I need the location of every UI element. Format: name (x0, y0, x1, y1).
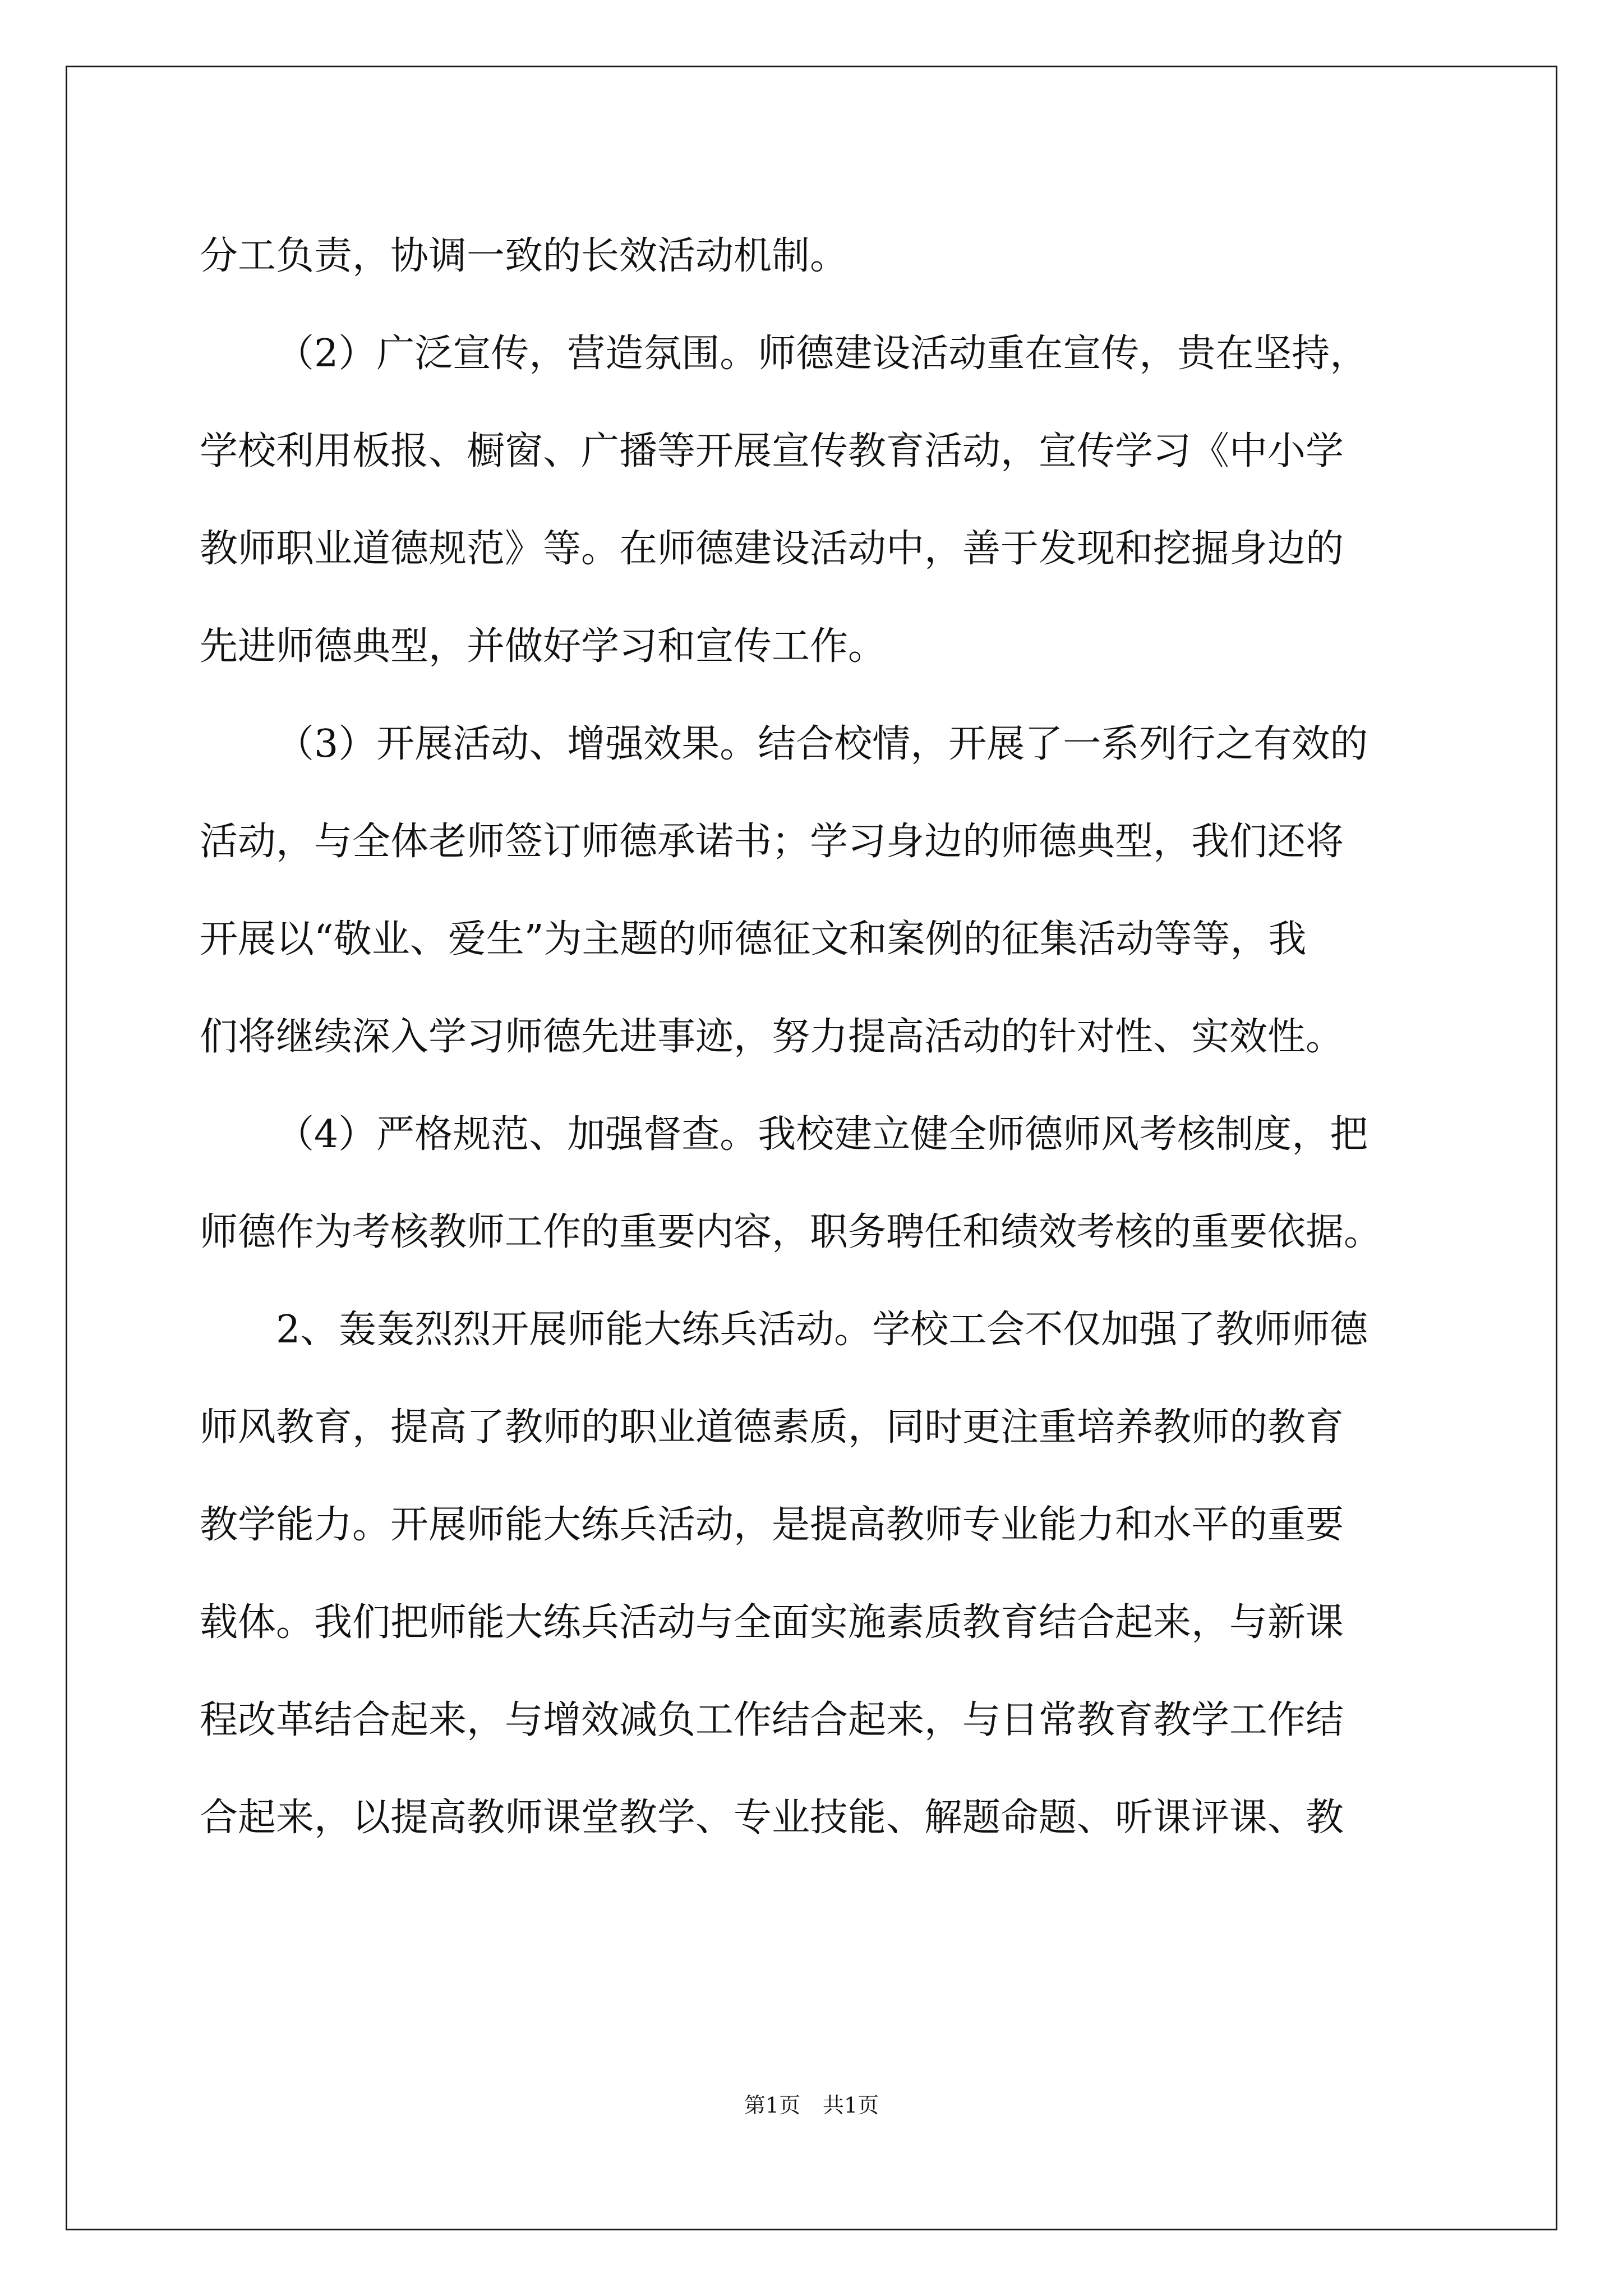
text-line: 师风教育，提高了教师的职业道德素质，同时更注重培养教师的教育 (200, 1405, 1344, 1450)
text-line: （2）广泛宣传，营造氛围。师德建设活动重在宣传，贵在坚持， (276, 332, 1368, 376)
text-line: 分工负责，协调一致的长效活动机制。 (200, 234, 849, 278)
text-line: 教学能力。开展师能大练兵活动，是提高教师专业能力和水平的重要 (200, 1503, 1344, 1547)
text-line: 教师职业道德规范》等。在师德建设活动中，善于发现和挖掘身边的 (200, 527, 1344, 571)
text-line: 师德作为考核教师工作的重要内容，职务聘任和绩效考核的重要依据。 (200, 1210, 1382, 1254)
text-line: 程改革结合起来，与增效减负工作结合起来，与日常教育教学工作结 (200, 1698, 1344, 1742)
text-line: 活动，与全体老师签订师德承诺书；学习身边的师德典型，我们还将 (200, 820, 1344, 864)
page-total: 共1页 (823, 2093, 879, 2118)
document-body (200, 208, 1433, 1867)
text-line: （4）严格规范、加强督查。我校建立健全师德师风考核制度，把 (276, 1112, 1368, 1157)
text-line: 先进师德典型，并做好学习和宣传工作。 (200, 624, 887, 669)
page-footer (0, 2088, 1623, 2119)
page-number: 第1页 (744, 2093, 800, 2118)
text-line: 载体。我们把师能大练兵活动与全面实施素质教育结合起来，与新课 (200, 1600, 1344, 1645)
text-line: 2、轰轰烈烈开展师能大练兵活动。学校工会不仅加强了教师师德 (276, 1308, 1368, 1352)
text-line: 合起来，以提高教师课堂教学、专业技能、解题命题、听课评课、教 (200, 1796, 1344, 1840)
text-line: 们将继续深入学习师德先进事迹，努力提高活动的针对性、实效性。 (200, 1015, 1344, 1059)
text-line: （3）开展活动、增强效果。结合校情，开展了一系列行之有效的 (276, 722, 1368, 766)
text-line: 开展以“敬业、爱生”为主题的师德征文和案例的征集活动等等，我 (200, 917, 1307, 961)
text-line: 学校利用板报、橱窗、广播等开展宣传教育活动，宣传学习《中小学 (200, 429, 1344, 473)
